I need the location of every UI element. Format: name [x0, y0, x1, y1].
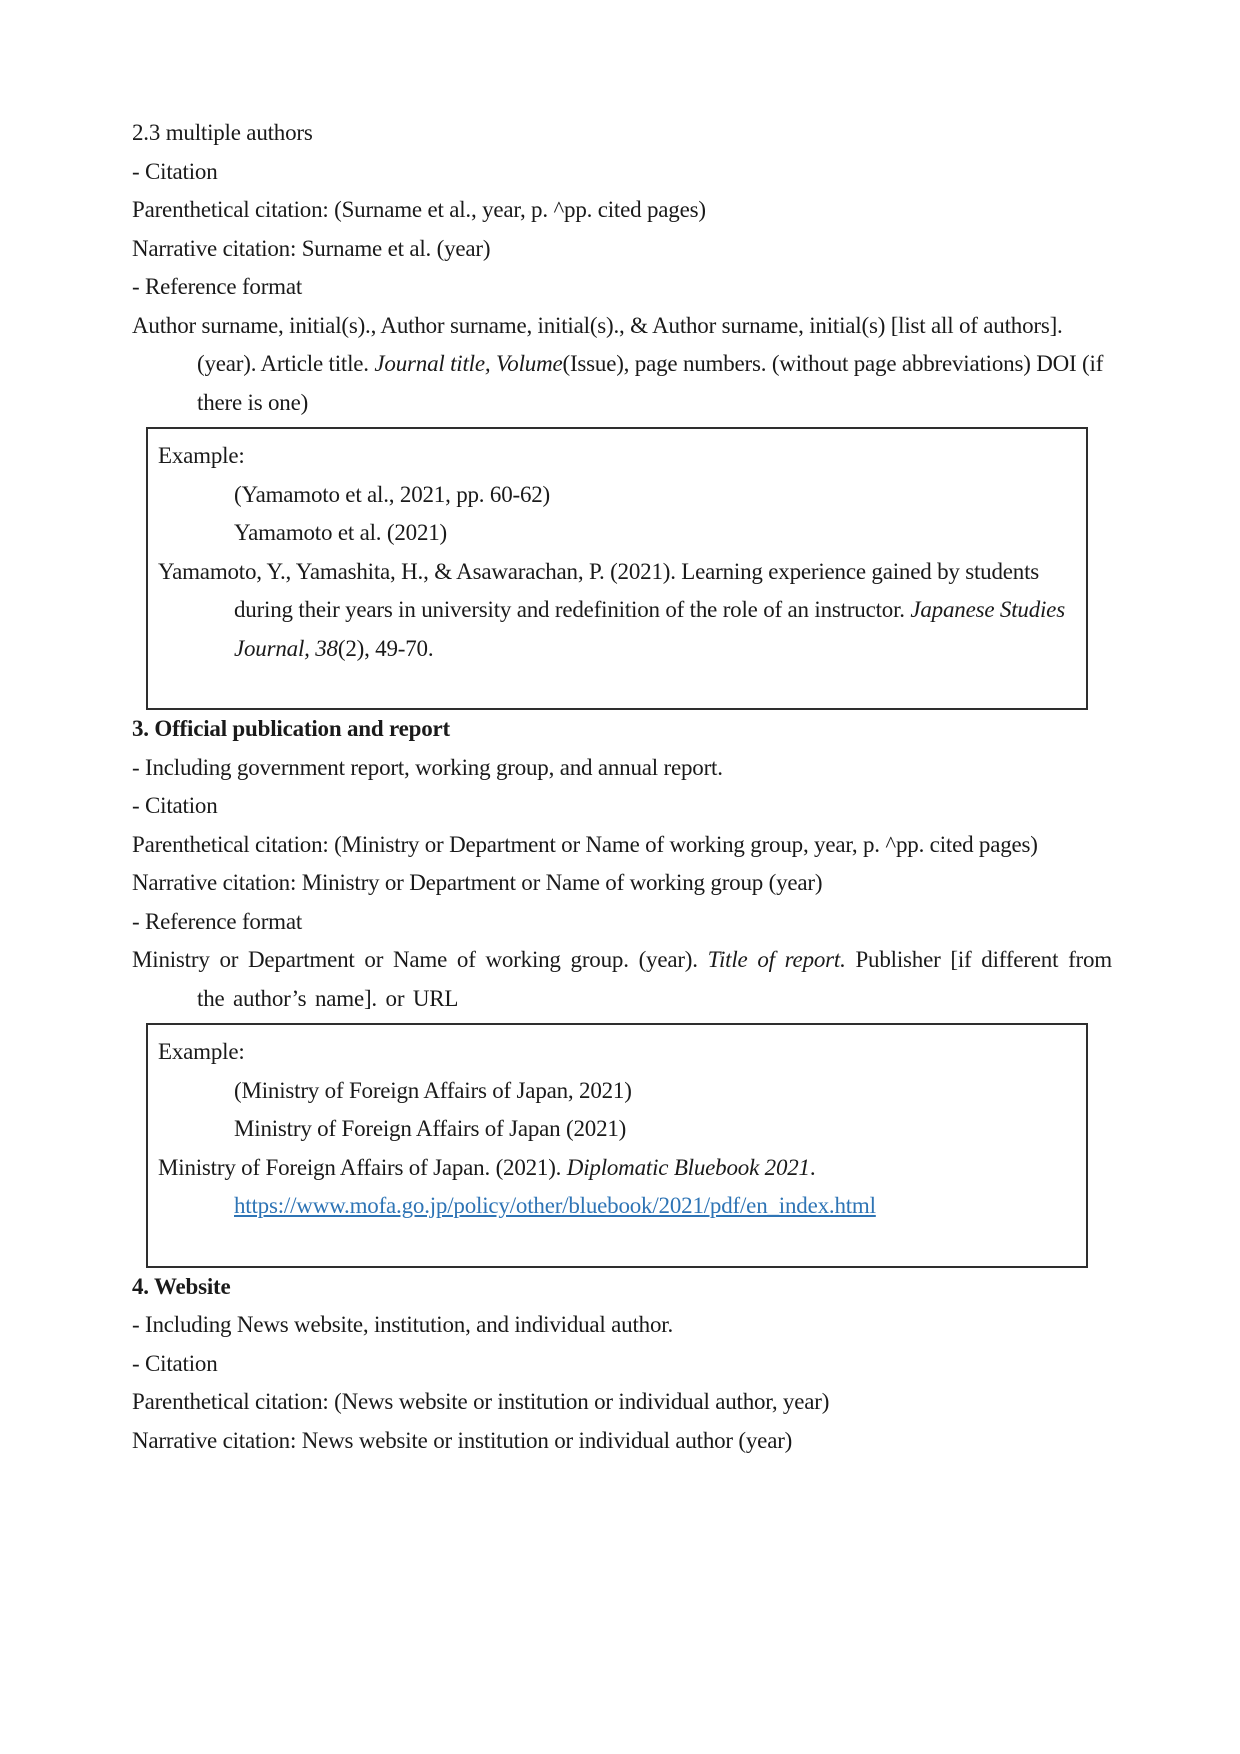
example-reference-text: Yamamoto, Y., Yamashita, H., & Asawarachan, P. (2021). Learning experience gained by students during their years in university and redefinition of the role of an instructor.: [158, 558, 1040, 622]
reference-format-text-tail: (Issue), page numbers. (without page abbreviations) DOI (if there is one): [197, 351, 1104, 415]
narrative-citation-format: Narrative citation: News website or institution or individual author (year): [132, 1427, 793, 1453]
reference-format-text: Author surname, initial(s)., Author surname, initial(s)., & Author surname, initial(s) [list all of authors]. (year). Article title.: [132, 312, 1063, 376]
section-heading: 3. Official publication and report: [132, 716, 450, 741]
narrative-citation-format: Narrative citation: Ministry or Department or Name of working group (year): [132, 870, 823, 895]
citation-label: - Citation: [132, 158, 218, 184]
example-parenthetical-citation: (Yamamoto et al., 2021, pp. 60-62): [234, 481, 551, 507]
reference-format-label: - Reference format: [132, 274, 303, 299]
reference-format-text: Ministry or Department or Name of working group. (year).: [132, 947, 708, 972]
section-official-publication: [132, 710, 1112, 1268]
reference-format-label: - Reference format: [132, 908, 303, 934]
example-label: Example:: [158, 443, 245, 468]
parenthetical-citation-format: Parenthetical citation: (Ministry or Department or Name of working group, year, p. ^pp. cited pages): [132, 831, 1038, 857]
section-multiple-authors: [132, 114, 1112, 710]
parenthetical-citation-format: Parenthetical citation: (Surname et al., year, p. ^pp. cited pages): [132, 197, 706, 222]
example-reference-title-italic: Diplomatic Bluebook 2021: [566, 1154, 810, 1180]
subsection-heading: 2.3 multiple authors: [132, 120, 313, 145]
example-narrative-citation: Yamamoto et al. (2021): [234, 520, 448, 545]
example-label: Example:: [158, 1039, 245, 1064]
reference-url-link[interactable]: https://www.mofa.go.jp/policy/other/bluebook/2021/pdf/en_index.html: [234, 1193, 876, 1218]
example-reference-journal-italic: Japanese Studies Journal, 38: [234, 597, 1065, 661]
example-reference-text: Ministry of Foreign Affairs of Japan. (2021).: [158, 1154, 567, 1180]
example-box: [146, 1023, 1088, 1268]
reference-format-journal-italic: Journal title, Volume: [374, 351, 563, 376]
example-parenthetical-citation: (Ministry of Foreign Affairs of Japan, 2021): [234, 1077, 632, 1103]
example-reference-text-tail: .: [809, 1154, 816, 1180]
section-scope-note: - Including government report, working group, and annual report.: [132, 754, 723, 780]
reference-format-text-tail: Publisher [if different from the author’s name]. or URL: [197, 947, 1112, 1011]
section-website: [132, 1268, 1112, 1461]
example-narrative-citation: Ministry of Foreign Affairs of Japan (2021): [234, 1116, 627, 1141]
reference-format-title-italic: Title of report.: [707, 947, 846, 972]
example-reference-text-tail: (2), 49-70.: [337, 635, 434, 661]
citation-label: - Citation: [132, 1350, 218, 1376]
example-reference: [158, 553, 1078, 669]
example-reference: [158, 1149, 1078, 1226]
parenthetical-citation-format: Parenthetical citation: (News website or institution or individual author, year): [132, 1389, 830, 1414]
narrative-citation-format: Narrative citation: Surname et al. (year): [132, 235, 491, 261]
reference-format: [132, 307, 1112, 423]
example-box: [146, 427, 1088, 710]
reference-format: [132, 941, 1112, 1018]
section-scope-note: - Including News website, institution, and individual author.: [132, 1312, 674, 1337]
citation-label: - Citation: [132, 793, 218, 818]
section-heading: 4. Website: [132, 1273, 231, 1299]
